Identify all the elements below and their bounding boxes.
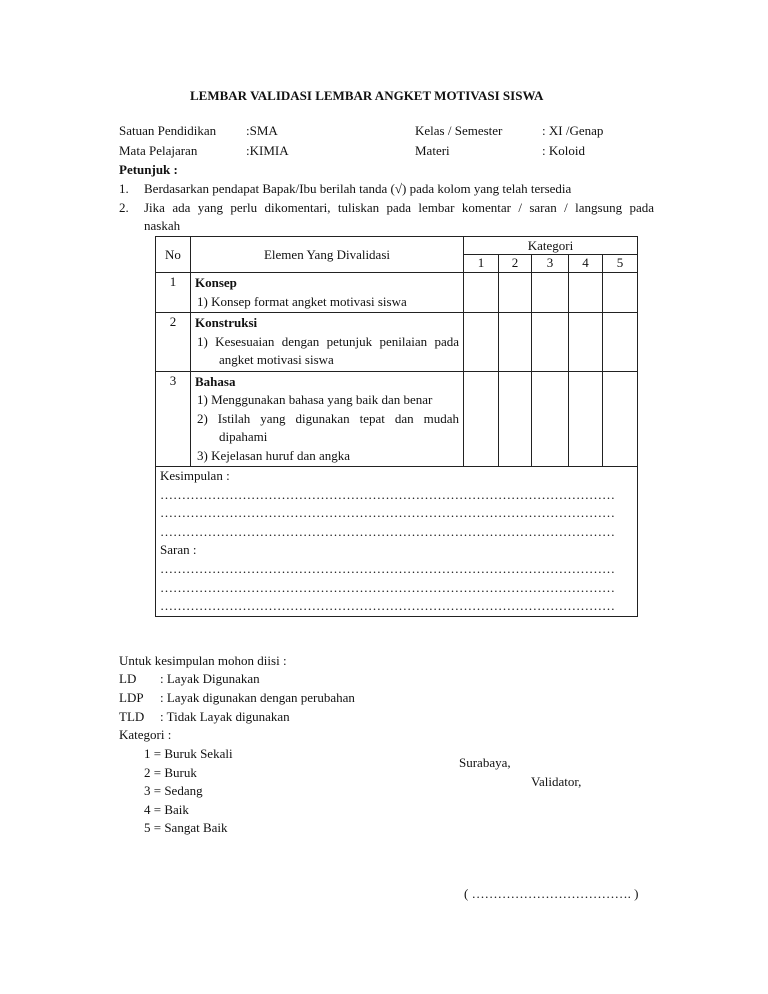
table-row <box>156 371 638 467</box>
row-item: 1) Konsep format angket motivasi siswa <box>197 293 407 309</box>
kesimpulan-saran-box[interactable] <box>156 467 638 617</box>
row-element <box>191 371 464 467</box>
row-number: 2 <box>156 313 191 372</box>
check-cell-1[interactable] <box>464 371 499 467</box>
kelas-label: Kelas / Semester <box>415 123 503 138</box>
row-number: 3 <box>156 371 191 467</box>
signature-place: Surabaya, <box>459 755 511 770</box>
petunjuk-heading: Petunjuk : <box>119 162 178 177</box>
kesimpulan-line-3[interactable]: …………………………………………………………………………………………… <box>160 523 615 539</box>
row-item: 1) Menggunakan bahasa yang baik dan benar <box>197 392 433 407</box>
satuan-label: Satuan Pendidikan <box>119 123 217 138</box>
kesimpulan-line-2[interactable]: …………………………………………………………………………………………… <box>160 505 615 521</box>
row-item: 3) Kejelasan huruf dan angka <box>197 447 351 463</box>
row-item: 2) Istilah yang digunakan tepat dan mudah dipahami <box>197 410 459 444</box>
row-heading: Bahasa <box>195 373 236 389</box>
kelas-value: : XI /Genap <box>542 123 604 138</box>
row-heading: Konsep <box>195 275 237 290</box>
row-number: 1 <box>156 273 191 313</box>
check-cell-4[interactable] <box>569 371 603 467</box>
check-cell-5[interactable] <box>603 273 638 313</box>
header-kat-5: 5 <box>603 255 638 273</box>
mapel-label: Mata Pelajaran <box>119 143 198 158</box>
petunjuk-num-2: 2. <box>119 200 129 215</box>
check-cell-2[interactable] <box>499 371 532 467</box>
row-item: 1) Kesesuaian dengan petunjuk penilaian pada angket motivasi siswa <box>197 333 459 367</box>
check-cell-3[interactable] <box>532 273 569 313</box>
signature-role: Validator, <box>531 774 582 789</box>
materi-label: Materi <box>415 143 450 158</box>
saran-line-3[interactable]: …………………………………………………………………………………………… <box>160 598 615 614</box>
legend-intro: Untuk kesimpulan mohon diisi : <box>119 653 287 668</box>
page-title: LEMBAR VALIDASI LEMBAR ANGKET MOTIVASI SISWA <box>190 88 544 103</box>
kategori-item: 5 = Sangat Baik <box>144 820 228 835</box>
header-kategori: Kategori <box>464 237 638 255</box>
check-cell-5[interactable] <box>603 371 638 467</box>
check-cell-1[interactable] <box>464 273 499 313</box>
kategori-item: 1 = Buruk Sekali <box>144 746 233 761</box>
kategori-heading: Kategori : <box>119 727 172 742</box>
header-elemen: Elemen Yang Divalidasi <box>191 237 464 273</box>
header-kat-1: 1 <box>464 255 499 273</box>
check-cell-3[interactable] <box>532 313 569 372</box>
check-cell-4[interactable] <box>569 313 603 372</box>
kesimpulan-line-1[interactable]: …………………………………………………………………………………………… <box>160 486 615 502</box>
check-cell-2[interactable] <box>499 313 532 372</box>
header-kat-2: 2 <box>499 255 532 273</box>
header-no: No <box>156 237 191 273</box>
check-cell-5[interactable] <box>603 313 638 372</box>
kategori-item: 4 = Baik <box>144 802 189 817</box>
satuan-value: :SMA <box>246 123 278 138</box>
validation-table <box>155 236 638 617</box>
row-element <box>191 273 464 313</box>
saran-line-1[interactable]: …………………………………………………………………………………………… <box>160 560 615 576</box>
kategori-item: 2 = Buruk <box>144 765 197 780</box>
legend-desc: : Layak Digunakan <box>160 671 260 686</box>
petunjuk-text-2: Jika ada yang perlu dikomentari, tuliskan pada lembar komentar / saran / langsung pada <box>144 200 654 215</box>
saran-label: Saran : <box>160 542 197 558</box>
row-heading: Konstruksi <box>195 315 258 330</box>
check-cell-1[interactable] <box>464 313 499 372</box>
mapel-value: :KIMIA <box>246 143 289 158</box>
legend-code: LDP <box>119 690 144 705</box>
petunjuk-num-1: 1. <box>119 181 129 196</box>
header-kat-3: 3 <box>532 255 569 273</box>
legend-code: TLD <box>119 709 145 724</box>
petunjuk-text-1: Berdasarkan pendapat Bapak/Ibu berilah tanda (√) pada kolom yang telah tersedia <box>144 181 572 196</box>
check-cell-3[interactable] <box>532 371 569 467</box>
saran-line-2[interactable]: …………………………………………………………………………………………… <box>160 579 615 595</box>
legend-desc: : Layak digunakan dengan perubahan <box>160 690 355 705</box>
legend-desc: : Tidak Layak digunakan <box>160 709 290 724</box>
kategori-item: 3 = Sedang <box>144 783 203 798</box>
row-element <box>191 313 464 372</box>
table-row <box>156 313 638 372</box>
signature-blank[interactable]: ( ………………………………. ) <box>464 886 639 901</box>
table-row <box>156 273 638 313</box>
check-cell-4[interactable] <box>569 273 603 313</box>
legend-code: LD <box>119 671 137 686</box>
header-kat-4: 4 <box>569 255 603 273</box>
check-cell-2[interactable] <box>499 273 532 313</box>
kesimpulan-label: Kesimpulan : <box>160 468 230 483</box>
petunjuk-text-2-cont: naskah <box>144 218 181 233</box>
materi-value: : Koloid <box>542 143 585 158</box>
